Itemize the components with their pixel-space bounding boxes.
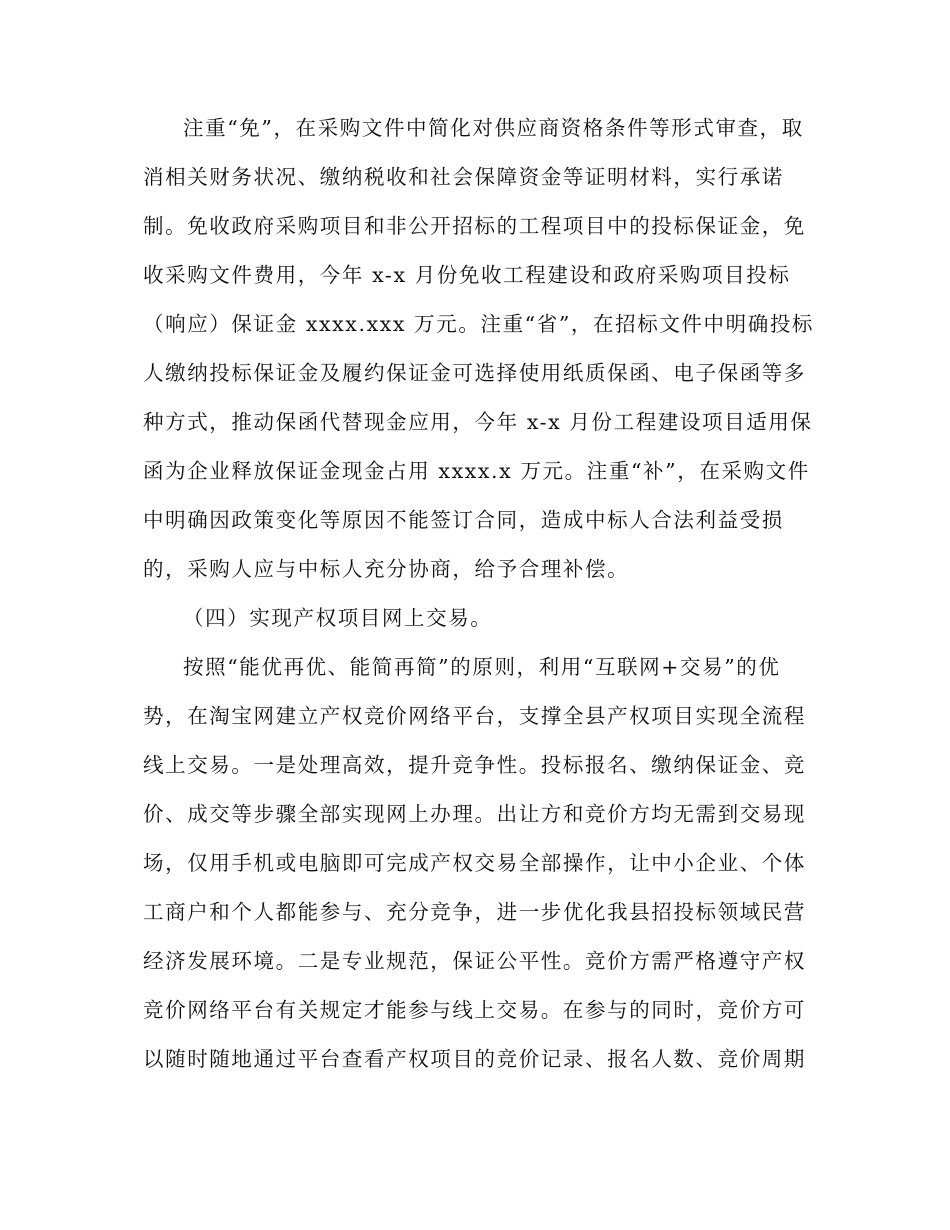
paragraph-1-line-9: 中明确因政策变化等原因不能签订合同，造成中标人合法利益受损 (143, 508, 784, 532)
paragraph-2-line-9: 以随时随地通过平台查看产权项目的竞价记录、报名人数、竞价周期 (143, 1047, 806, 1071)
paragraph-2-line-5: 场，仅用手机或电脑即可完成产权交易全部操作，让中小企业、个体 (143, 851, 806, 875)
paragraph-1-line-2: 消相关财务状况、缴纳税收和社会保障资金等证明材料，实行承诺 (143, 165, 784, 189)
paragraph-2-line-2: 势，在淘宝网建立产权竞价网络平台，支撑全县产权项目实现全流程 (143, 704, 806, 728)
paragraph-2-line-1: 按照“能优再优、能简再简”的原则，利用“互联网+交易”的优 (183, 655, 781, 679)
paragraph-2-line-3: 线上交易。一是处理高效，提升竞争性。投标报名、缴纳保证金、竞 (143, 753, 806, 777)
paragraph-1-line-1: 注重“免”，在采购文件中简化对供应商资格条件等形式审查，取 (183, 116, 804, 140)
paragraph-2-line-4: 价、成交等步骤全部实现网上办理。出让方和竞价方均无需到交易现 (143, 802, 806, 826)
paragraph-1-line-4: 收采购文件费用，今年 x-x 月份免收工程建设和政府采购项目投标 (143, 263, 791, 287)
section-heading: （四）实现产权项目网上交易。 (183, 606, 493, 630)
paragraph-1-line-7: 种方式，推动保函代替现金应用，今年 x-x 月份工程建设项目适用保 (143, 410, 813, 434)
paragraph-1-line-10: 的，采购人应与中标人充分协商，给予合理补偿。 (143, 557, 630, 581)
paragraph-2-line-8: 竞价网络平台有关规定才能参与线上交易。在参与的同时，竞价方可 (143, 998, 806, 1022)
paragraph-2-line-6: 工商户和个人都能参与、充分竞争，进一步优化我县招投标领域民营 (143, 900, 806, 924)
paragraph-2-line-7: 经济发展环境。二是专业规范，保证公平性。竞价方需严格遵守产权 (143, 949, 806, 973)
paragraph-1-line-5: （响应）保证金 xxxx.xxx 万元。注重“省”，在招标文件中明确投标 (143, 312, 815, 336)
paragraph-1-line-3: 制。免收政府采购项目和非公开招标的工程项目中的投标保证金，免 (143, 214, 806, 238)
paragraph-1-line-6: 人缴纳投标保证金及履约保证金可选择使用纸质保函、电子保函等多 (143, 361, 806, 385)
paragraph-1-line-8: 函为企业释放保证金现金占用 xxxx.x 万元。注重“补”，在采购文件 (143, 459, 810, 483)
